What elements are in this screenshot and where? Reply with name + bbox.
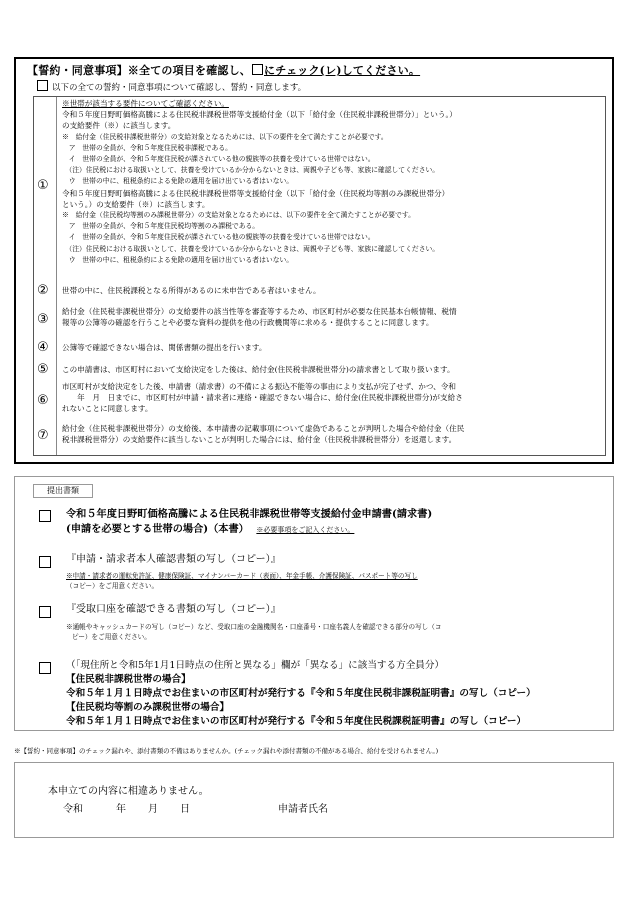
item-number-7: ⑦ [37,428,49,443]
doc4-sub2: 【住民税均等割のみ課税世帯の場合】 [66,702,230,713]
declaration-era: 令和 [63,804,83,815]
item1-line: ※ 給付金（住民税均等割のみ課税世帯分）の支給対象となるためには、以下の要件を全て満たすことが必要です。 [62,211,415,220]
agree-all-label: 以下の全ての誓約・同意事項について確認し、誓約・同意します。 [52,83,307,93]
item1-line: ウ 世帯の中に、租税条約による免除の適用を届け出ている者はいない。 [62,255,294,264]
item6-line: 市区町村が支給決定をした後、申請書（請求書）の不備による振込不能等の事由により支払が完了せず、かつ、令和 [62,382,456,391]
doc3-note: ※通帳やキャッシュカードの写し（コピー）など、受取口座の金融機関名・口座番号・口座名義人を確認できる部分の写し（コ ピー）をご用意ください。 [66,623,442,641]
doc4-line2: 令和５年１月１日時点でお住まいの市区町村が発行する『令和５年度住民税課税証明書』の写し（コピー） [66,716,527,727]
item6-text [62,381,463,415]
declaration-day-label: 日 [180,804,190,815]
agree-all-checkbox[interactable] [37,80,48,91]
doc1-note: ※必要事項をご記入ください。 [256,526,355,534]
declaration-month-label: 月 [148,804,158,815]
item1-line: の支給要件（※）に該当します。 [62,121,176,131]
item1-line: ア 世帯の全員が、令和５年度住民税非課税である。 [62,143,232,152]
doc2-checkbox[interactable] [39,556,51,568]
item3-text [62,306,457,328]
doc3-title: 『受取口座を確認できる書類の写し（コピー）』 [66,604,281,615]
item-number-3: ③ [37,312,49,327]
doc2-title: 『申請・請求者本人確認書類の写し（コピー）』 [66,554,281,565]
item1-line: 令和５年度日野町価格高騰による住民税非課税世帯等支援給付金（以下「給付金（住民税非課税世帯分）」という。） [62,110,457,120]
doc3-checkbox[interactable] [39,606,51,618]
item-number-6: ⑥ [37,393,49,408]
consent-title-tail: にチェック(レ)してください。 [251,64,420,77]
item1-line: イ 世帯の全員が、令和５年度住民税が課されている他の親族等の扶養を受けている世帯ではない。 [62,233,375,242]
doc1-line1: 令和５年度日野町価格高騰による住民税非課税世帯等支援給付金申請書(請求書) [66,508,433,520]
doc1-checkbox[interactable] [39,510,51,522]
item6-line: れないことに同意します。 [62,404,153,414]
item1-line: ウ 世帯の中に、租税条約による免除の適用を届け出ている者はいない。 [62,177,294,186]
applicant-name-label: 申請者氏名 [278,804,328,815]
declaration-statement: 本申立ての内容に相違ありません。 [48,786,209,797]
item1-text [62,98,457,266]
item5-text: この申請書は、市区町村において支給決定をした後は、給付金(住民税非課税世帯分)の請求書として取り扱います。 [62,365,455,374]
item4-text: 公簿等で確認できない場合は、関係書類の提出を行います。 [62,343,267,352]
doc4-line1: 令和５年１月１日時点でお住まいの市区町村が発行する『令和５年度住民税非課税証明書』の写し（コピー） [66,688,536,699]
agree-all-row[interactable] [36,80,306,93]
item7-line: 給付金（住民税非課税世帯分）の支給後、本申請書の記載事項について虚偽であることが判明した場合や給付金（住民 [62,424,465,433]
item1-line: ※世帯が該当する要件についてご確認ください。 [62,99,229,108]
submission-documents-tab: 提出書類 [33,484,93,498]
doc1-line2: (申請を必要とする世帯の場合)（本書） ※必要事項をご記入ください。 [66,523,355,535]
doc4-checkbox[interactable] [39,662,51,674]
item-number-4: ④ [37,340,49,355]
doc2-note: ※申請・請求者の運転免許証、健康保険証、マイナンバーカード（表面）、年金手帳、介護保険証、パスポート等の写し （コピー）をご用意ください。 [66,572,418,590]
item-number-2: ② [37,283,49,298]
item3-line: 報等の公簿等の確認を行うことや必要な資料の提供を他の行政機関等に求める・提供することに同意します。 [62,318,434,328]
item1-line: イ 世帯の全員が、令和５年度住民税が課されている他の親族等の扶養を受けている世帯ではない。 [62,155,375,164]
item7-line: 税非課税世帯分）の支給要件に該当しないことが判明した場合には、給付金（住民税非課税世帯分）を返還します。 [62,435,457,445]
item1-line: （注）住民税における取扱いとして、扶養を受けているか分からないときは、両親や子ども等、家族に確認してください。 [62,244,440,253]
item1-line: という。）の支給要件（※）に該当します。 [62,199,210,209]
checkbox-symbol-icon [252,64,263,75]
item3-line: 給付金（住民税非課税世帯分）の支給要件の該当性等を審査等するため、市区町村が必要な住民基本台帳情報、税情 [62,307,457,316]
item1-line: 令和５年度日野町価格高騰による住民税非課税世帯等支援給付金（以下「給付金（住民税均等割のみ課税世帯分） [62,188,450,198]
item-number-1: ① [37,178,49,193]
footer-note: ※【誓約・同意事項】のチェック漏れや、添付書類の不備はありませんか。(チェック漏れや添付書類の不備がある場合、給付を受けられません。) [14,747,439,755]
item2-text: 世帯の中に、住民税課税となる所得があるのに未申告である者はいません。 [62,286,321,295]
item1-line: ※ 給付金（住民税非課税世帯分）の支給対象となるためには、以下の要件を全て満たすことが必要です。 [62,132,388,141]
declaration-year-label: 年 [116,804,126,815]
items-column-divider [56,97,57,455]
doc4-sub1: 【住民税非課税世帯の場合】 [66,674,191,685]
consent-title: 【誓約・同意事項】※全ての項目を確認し、 にチェック(レ)してください。 [27,64,421,77]
item1-line: ア 世帯の全員が、令和５年度住民税均等割のみ課税である。 [62,222,260,231]
item7-text [62,423,464,445]
item-number-5: ⑤ [37,362,49,377]
item6-line: 年 月 日までに、市区町村が申請・請求者に連絡・確認できない場合に、給付金(住民税非課税世帯分)が支給さ [62,393,463,403]
doc4-title: （「現住所と令和5年1月1日時点の住所と異なる」欄が「異なる」に該当する方全員分） [66,660,445,671]
item1-line: （注）住民税における取扱いとして、扶養を受けているか分からないときは、両親や子ども等、家族に確認してください。 [62,166,440,175]
